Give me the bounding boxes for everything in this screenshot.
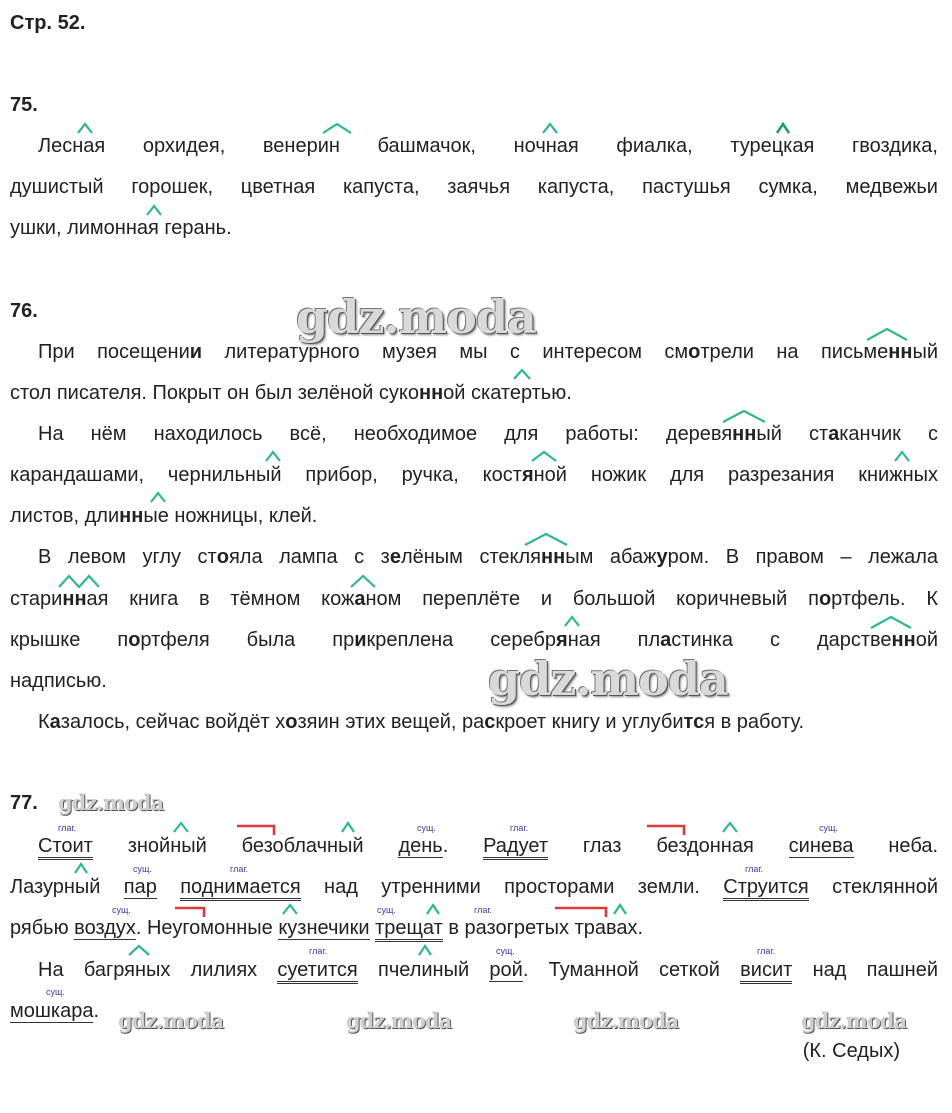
ex76-line-4: карандашами, чернильный прибор, ручка, костяной ножик для разрезания книжных: [10, 464, 938, 486]
subject: воздух: [74, 917, 136, 939]
suffix-arc: [542, 122, 558, 134]
suffix-arc: [77, 122, 93, 134]
ex76-line-10: Казалось, сейчас войдёт хозяин этих вещей, раскроет книгу и углубится в работу.: [38, 711, 805, 733]
suffix-arc: [531, 450, 557, 462]
verb: суетится: [277, 959, 357, 984]
verb: висит: [740, 959, 792, 984]
subject: кузнечики: [278, 917, 370, 939]
pos-tag-verb: глаг.: [474, 905, 493, 915]
ex77-line-1: Стоит знойный безоблачный день. Радует глаз бездонная синева неба.: [10, 832, 938, 860]
subject: рой: [489, 959, 523, 981]
ex76-line-6: В левом углу стояла лампа с зелёным стеклянным абажуром. В правом – лежала: [38, 546, 938, 568]
suffix-arc: [282, 903, 298, 915]
ex76-line-5: листов, длинные ножницы, клей.: [10, 505, 318, 527]
suffix-arc: [564, 615, 580, 627]
subject: день: [398, 835, 443, 857]
suffix-arc: [128, 944, 150, 956]
suffix-arc: [722, 821, 738, 833]
watermark-logo: gdz.moda: [488, 652, 728, 706]
author-credit: (К. Седых): [802, 1040, 900, 1062]
prefix-mark: [646, 823, 686, 841]
suffix-arc: [74, 862, 88, 874]
watermark-logo: gdz.moda: [58, 790, 164, 815]
watermark-logo: gdz.moda: [573, 1008, 679, 1033]
suffix-arc: [322, 122, 352, 134]
pos-tag-noun: сущ.: [377, 905, 396, 915]
pos-tag-verb: глаг.: [230, 864, 249, 874]
pos-tag-verb: глаг.: [510, 823, 529, 833]
watermark-logo: gdz.moda: [118, 1008, 224, 1033]
prefix-mark: [554, 905, 608, 923]
ex77-line-2: Лазурный пар поднимается над утренними просторами земли. Струится стеклянной: [10, 873, 938, 901]
suffix-arc: [426, 903, 440, 915]
pos-tag-verb: глаг.: [58, 823, 77, 833]
ex75-line-2: душистый горошек, цветная капуста, заячья капуста, пастушья сумка, медвежьи: [10, 176, 938, 198]
suffix-arc: [513, 368, 531, 380]
pos-tag-noun: сущ.: [819, 823, 838, 833]
pos-tag-verb: глаг.: [309, 946, 328, 956]
suffix-arc: [866, 327, 908, 341]
pos-tag-noun: сущ.: [133, 864, 152, 874]
ex76-line-2: стол писателя. Покрыт он был зелёной суконной скатертью.: [10, 382, 572, 404]
ex75-line-1: Лесная орхидея, венерин башмачок, ночная фиалка, турецкая гвоздика,: [38, 135, 938, 157]
watermark-logo: gdz.moda: [801, 1008, 907, 1033]
ex76-line-9: надписью.: [10, 670, 107, 692]
pos-tag-noun: сущ.: [112, 905, 131, 915]
suffix-arc: [146, 204, 162, 216]
verb: трещат: [375, 917, 443, 942]
pos-tag-noun: сущ.: [417, 823, 436, 833]
suffix-arc: [722, 409, 766, 423]
page-header: Стр. 52.: [10, 12, 86, 34]
verb: Радует: [483, 835, 548, 860]
pos-tag-noun: сущ.: [496, 946, 515, 956]
prefix-mark: [236, 823, 276, 841]
verb: поднимается: [180, 876, 301, 901]
suffix-arc: [894, 450, 910, 462]
prefix-mark: [174, 905, 206, 923]
ex76-line-3: На нём находилось всё, необходимое для работы: деревянный стаканчик с: [38, 423, 938, 445]
pos-tag-noun: сущ.: [46, 987, 65, 997]
suffix-arc: [524, 532, 568, 546]
suffix-arc: [265, 450, 281, 462]
suffix-arc: [150, 491, 166, 503]
ex77-line-3: рябью воздух. Неугомонные кузнечики трещат в разогретых травах.: [10, 914, 938, 942]
verb: Струится: [723, 876, 808, 901]
ex76-line-7: старинная книга в тёмном кожаном переплёте и большой коричневый портфель. К: [10, 588, 938, 610]
suffix-arc: [58, 574, 100, 588]
suffix-arc: [350, 574, 376, 588]
ex76-line-8: крышке портфеля была прикреплена серебряная пластинка с дарственной: [10, 629, 939, 651]
ex77-line-4: На багряных лилиях суетится пчелиный рой. Туманной сеткой висит над пашней: [10, 956, 938, 984]
watermark-logo: gdz.moda: [346, 1008, 452, 1033]
suffix-arc: [341, 821, 355, 833]
suffix-arc: [418, 944, 432, 956]
pos-tag-verb: глаг.: [745, 864, 764, 874]
ex75-line-3: ушки, лимонная герань.: [10, 217, 232, 239]
subject: синева: [788, 835, 854, 857]
ex76-line-1: При посещении литературного музея мы с интересом смотрели на письменный: [38, 341, 938, 363]
exercise-75-number: 75.: [10, 94, 38, 116]
subject: мошкара: [10, 1000, 94, 1022]
verb: Стоит: [38, 835, 93, 860]
pos-tag-verb: глаг.: [757, 946, 776, 956]
suffix-arc: [613, 903, 627, 915]
suffix-arc: [776, 122, 790, 134]
subject: пар: [123, 876, 157, 898]
exercise-77-number: 77.: [10, 792, 38, 814]
watermark-logo: gdz.moda: [296, 290, 536, 344]
suffix-arc: [870, 615, 912, 629]
suffix-arc: [173, 821, 189, 833]
ex77-line-5: мошкара.: [10, 1000, 100, 1022]
exercise-76-number: 76.: [10, 300, 38, 322]
